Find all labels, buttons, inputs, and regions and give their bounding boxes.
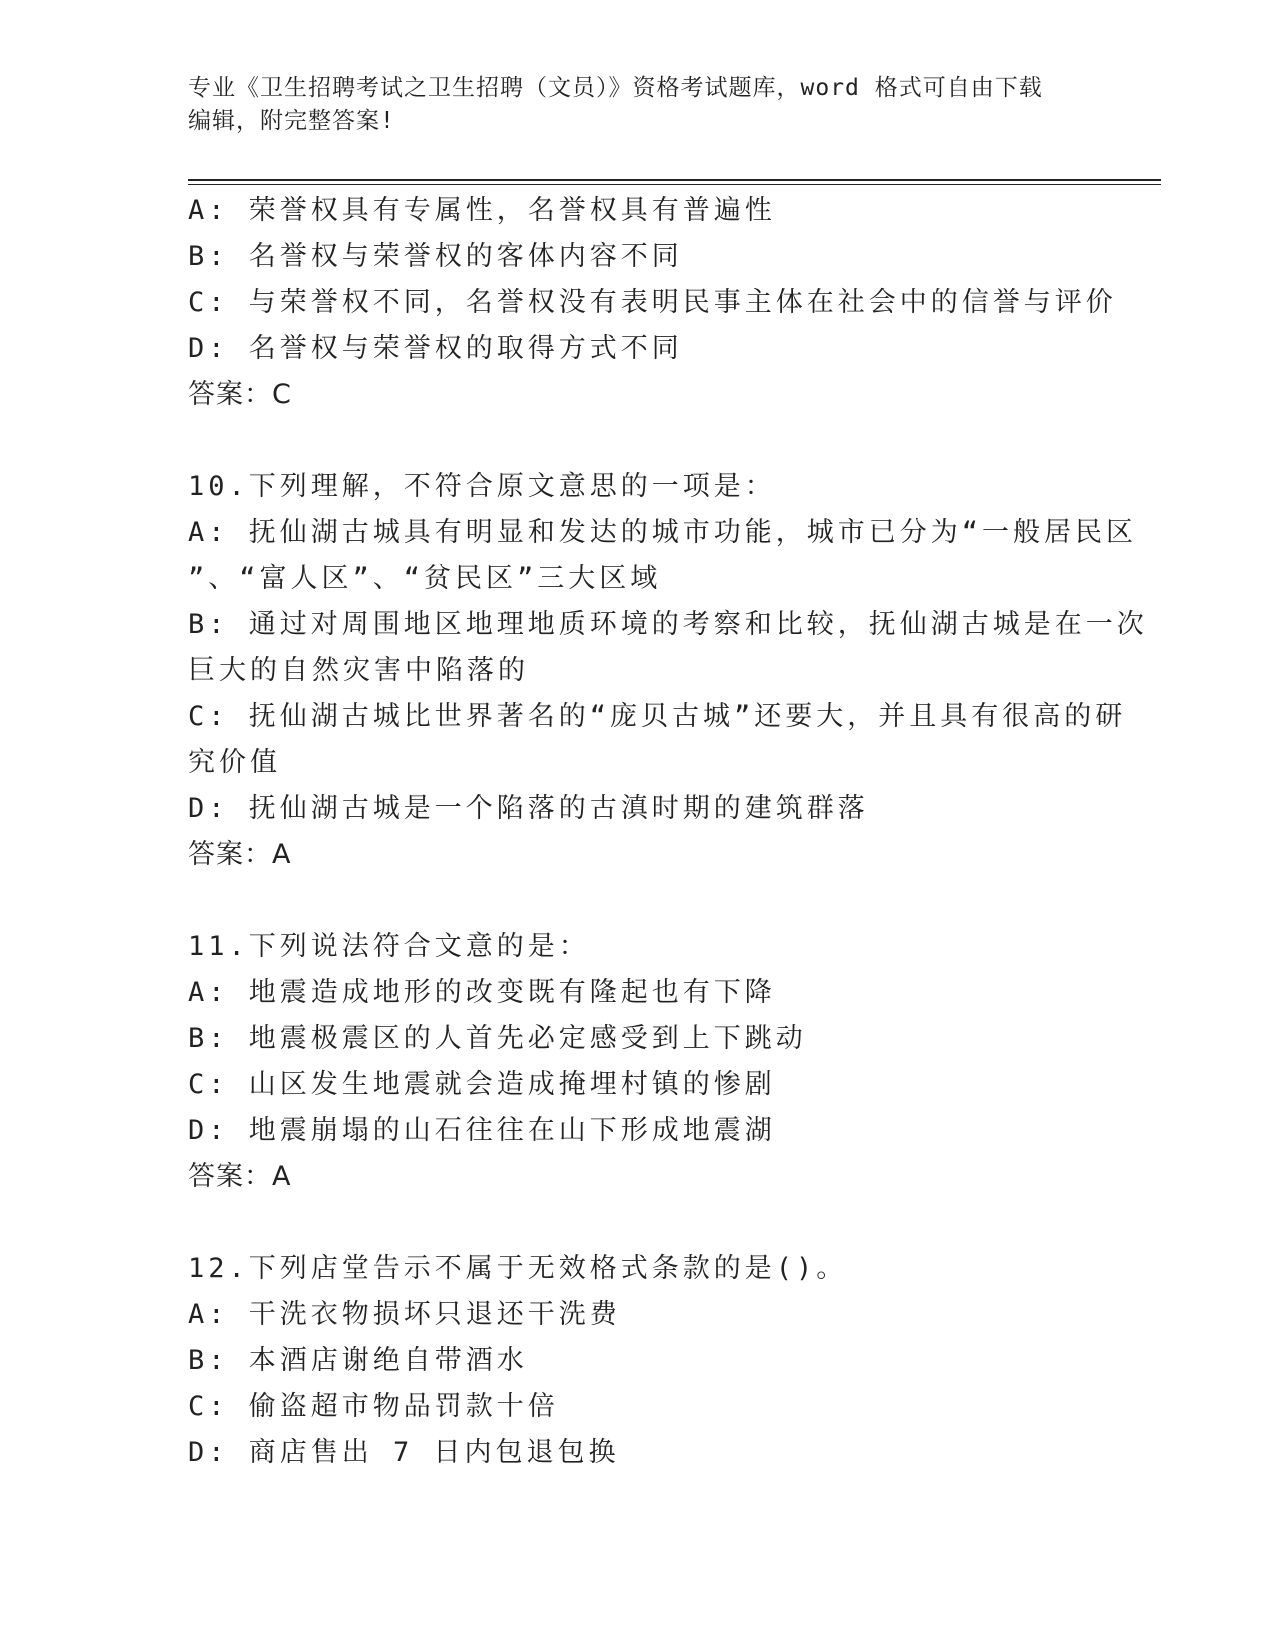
- question-list: [188, 188, 1148, 1476]
- option-c: C: 偷盗超市物品罚款十倍: [188, 1391, 559, 1422]
- option-a: A: 干洗衣物损坏只退还干洗费: [188, 1299, 621, 1330]
- option-d: D: 地震崩塌的山石往往在山下形成地震湖: [188, 1115, 776, 1146]
- question-stem: 10.下列理解，不符合原文意思的一项是：: [188, 471, 776, 502]
- option-a: A: 荣誉权具有专属性，名誉权具有普遍性: [188, 195, 776, 226]
- header-divider: [188, 179, 1161, 185]
- question-11: [188, 924, 1128, 1200]
- answer: 答案：A: [188, 1161, 292, 1192]
- option-d: D: 抚仙湖古城是一个陷落的古滇时期的建筑群落: [188, 793, 869, 824]
- option-c-cont: 究价值: [188, 747, 281, 778]
- option-c: C: 与荣誉权不同，名誉权没有表明民事主体在社会中的信誉与评价: [188, 287, 1117, 318]
- question-10: [188, 464, 1148, 878]
- header-line-2: 编辑，附完整答案!: [188, 108, 395, 134]
- option-b: B: 名誉权与荣誉权的客体内容不同: [188, 241, 683, 272]
- option-a: A: 抚仙湖古城具有明显和发达的城市功能，城市已分为“一般居民区: [188, 517, 1138, 548]
- header-line-1: 专业《卫生招聘考试之卫生招聘（文员）》资格考试题库，word 格式可自由下载: [188, 75, 1043, 101]
- option-a: A: 地震造成地形的改变既有隆起也有下降: [188, 977, 776, 1008]
- question-12: [188, 1246, 1128, 1476]
- question-stem: 11.下列说法符合文意的是：: [188, 931, 590, 962]
- option-d: D: 商店售出 7 日内包退包换: [188, 1437, 620, 1468]
- option-c: C: 山区发生地震就会造成掩埋村镇的惨剧: [188, 1069, 776, 1100]
- option-b: B: 地震极震区的人首先必定感受到上下跳动: [188, 1023, 807, 1054]
- option-b: B: 通过对周围地区地理地质环境的考察和比较，抚仙湖古城是在一次: [188, 609, 1148, 640]
- option-a-cont: ”、“富人区”、“贫民区”三大区域: [188, 563, 662, 594]
- option-b-cont: 巨大的自然灾害中陷落的: [188, 655, 529, 686]
- question-stem: 12.下列店堂告示不属于无效格式条款的是()。: [188, 1253, 848, 1284]
- option-b: B: 本酒店谢绝自带酒水: [188, 1345, 528, 1376]
- answer: 答案：A: [188, 839, 292, 870]
- document-header: [188, 72, 1088, 138]
- option-d: D: 名誉权与荣誉权的取得方式不同: [188, 333, 683, 364]
- answer: 答案：C: [188, 379, 292, 410]
- question-9-continued: [188, 188, 1128, 418]
- option-c: C: 抚仙湖古城比世界著名的“庞贝古城”还要大，并且具有很高的研: [188, 701, 1127, 732]
